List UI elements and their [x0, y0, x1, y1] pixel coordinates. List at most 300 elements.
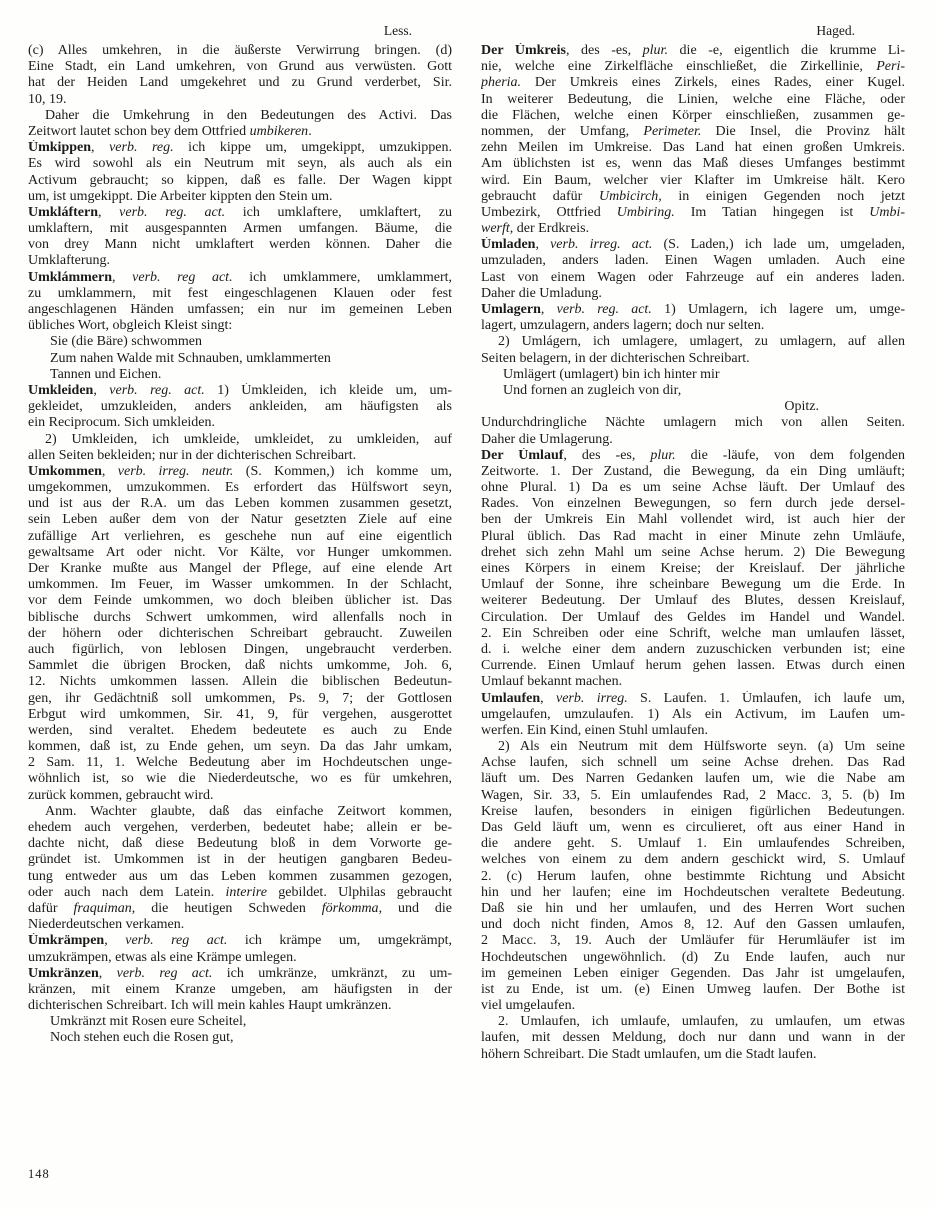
- text-line: [481, 593, 905, 609]
- text-segment: verb. reg. act.: [119, 204, 226, 220]
- text-segment: Circulation. Der Umlauf des Geldes im Handel und Wandel.: [481, 609, 905, 625]
- text-segment: ich umkränze, umkränzt, zu um-: [212, 965, 452, 981]
- text-line: [28, 950, 452, 966]
- text-line: [481, 351, 905, 367]
- text-line: [28, 674, 452, 690]
- text-segment: Perimeter.: [643, 123, 702, 139]
- text-line: [28, 691, 452, 707]
- text-line: [28, 885, 452, 901]
- text-segment: die Flächen, welche einen Körper einschließen, zusammen ge-: [481, 107, 905, 123]
- text-segment: verb. reg.: [109, 140, 174, 156]
- text-segment: Es wird sowohl als ein Neutrum mit seyn, als auch als ein: [28, 156, 452, 172]
- text-line: [28, 933, 452, 949]
- text-segment: übliches Wort, obgleich Kleist singt:: [28, 318, 233, 334]
- text-line: [28, 237, 452, 253]
- text-segment: Noch stehen euch die Rosen gut,: [50, 1030, 234, 1046]
- text-segment: die -e, eigentlich die krumme Li-: [667, 43, 905, 58]
- text-segment: allen Seiten bekleiden; nur in der dichterischen Schreibart.: [28, 447, 357, 463]
- text-line: [481, 108, 905, 124]
- text-segment: ,: [535, 237, 551, 253]
- headword: Umlaufen: [481, 690, 541, 706]
- text-segment: läuft um. Des Narren Gedanken laufen um, wie die Nabe am: [481, 771, 905, 787]
- text-segment: angeschlagenen Händen umfassen; ein nur im gemeinen Leben: [28, 302, 452, 317]
- text-line: [481, 755, 905, 771]
- text-line: [28, 917, 452, 933]
- text-segment: ohne Plural. 1) Da es um seine Achse läuft. Der Umlauf des: [481, 480, 905, 496]
- text-segment: Das Geld läuft um, wenn es circulieret, oft aus einer Hand in: [481, 820, 905, 835]
- text-line: [28, 610, 452, 626]
- text-line: [481, 205, 905, 221]
- text-segment: wöhnlich ist, so wie die Niederdeutsche, wo es für umkehren,: [28, 771, 452, 787]
- text-line: [28, 658, 452, 674]
- text-line: [28, 383, 452, 399]
- text-line: [28, 140, 452, 156]
- text-segment: viel umgelaufen.: [481, 998, 576, 1014]
- text-segment: 2 Sam. 11, 1. Welche Bedeutung aber im Hochdeutschen unge-: [28, 755, 452, 771]
- text-line: [481, 156, 905, 172]
- text-segment: Currende. Einen Umlauf herum gehen lassen. Etwas durch einen: [481, 658, 905, 674]
- text-line: [481, 674, 905, 690]
- text-segment: Umlauf der Sonne, ihre scheinbare Bewegung um die Erde. In: [481, 577, 905, 593]
- right-column: [481, 43, 905, 1063]
- text-segment: Umbicirch,: [598, 188, 662, 204]
- text-segment: Der Umkreis eines Zirkels, eines Rades, einer Kugel.: [521, 75, 905, 91]
- text-line: [481, 917, 905, 933]
- text-segment: hin und her laufen; eine im Hochdeutschen veraltete Bedeutung.: [481, 884, 905, 900]
- text-segment: Umklafterung.: [28, 253, 111, 269]
- text-line: [28, 415, 452, 431]
- headword: Umkláftern: [28, 204, 98, 220]
- text-segment: (c) Alles umkehren, in die äußerste Verwirrung bringen. (d): [28, 43, 452, 58]
- text-segment: .: [308, 123, 312, 139]
- running-header-right: Haged.: [816, 23, 855, 38]
- text-line: [28, 626, 452, 642]
- text-segment: werden, sind veraltet. Ehedem bedeutete es auch zu Ende: [28, 722, 452, 738]
- text-line: [481, 642, 905, 658]
- text-line: [28, 852, 452, 868]
- text-segment: dachte nicht, daß diese Bedeutung bloß in dem Vorworte ge-: [28, 836, 452, 852]
- text-segment: Und fornen an zugleich von dir,: [503, 382, 682, 398]
- text-segment: , die heutigen Schweden: [131, 900, 322, 916]
- text-line: [481, 577, 905, 593]
- text-segment: zurück kommen, gebraucht wird.: [28, 787, 214, 803]
- text-segment: tung entweder aus um das Leben kommen zusammen gezogen,: [28, 868, 452, 884]
- text-line: [28, 966, 452, 982]
- headword: Umkleiden: [28, 382, 94, 398]
- text-segment: Peri-: [876, 59, 905, 75]
- text-line: [28, 92, 452, 108]
- text-segment: umgelaufen, umzulaufen. 1) Als ein Activum, im Laufen um-: [481, 706, 905, 722]
- text-segment: umzuladen, anders laden. Einen Wagen umladen. Auch eine: [481, 253, 905, 269]
- text-line: [481, 318, 905, 334]
- text-line: [28, 561, 452, 577]
- text-segment: Umbiring.: [616, 204, 675, 220]
- text-segment: Activum gebraucht; so kippen, daß es falle. Der Wagen kippt: [28, 172, 452, 188]
- text-segment: verb. irreg. neutr.: [117, 463, 234, 479]
- text-segment: oder auch nach dem Latein.: [28, 884, 226, 900]
- text-segment: umzukrämpen, etwas als eine Krämpe umlegen.: [28, 949, 297, 965]
- text-segment: Daher die Umkehrung in den Bedeutungen des Activi. Das: [45, 107, 452, 123]
- text-line: [28, 707, 452, 723]
- text-line: [28, 367, 452, 383]
- text-segment: Niederdeutschen verkamen.: [28, 917, 185, 933]
- text-line: [28, 75, 452, 91]
- text-segment: Umlägert (umlagert) bin ich hinter mir: [503, 366, 720, 382]
- headword: Umklámmern: [28, 269, 112, 285]
- text-segment: verb. reg. act.: [556, 302, 652, 317]
- text-line: [481, 383, 905, 399]
- headword: Umlagern: [481, 302, 541, 317]
- page-number: 148: [28, 1167, 50, 1181]
- text-segment: Daher die Umladung.: [481, 285, 602, 301]
- text-segment: verb. reg act.: [132, 269, 233, 285]
- text-segment: die andere geht. S. Umlauf 1. Ein umlaufendes Schreiben,: [481, 836, 905, 852]
- text-segment: weiterer Bedeutung. Der Umlauf des Blutes, dessen Kreislauf,: [481, 593, 905, 609]
- text-segment: gewaltsame Art oder nicht. Vor Kälte, vor Hunger umkommen.: [28, 544, 452, 560]
- text-segment: nie, welche eine Zirkelfläche einschließet, die Zirkellinie,: [481, 59, 877, 75]
- text-line: [28, 642, 452, 658]
- text-line: [481, 545, 905, 561]
- text-segment: in einigen Gegenden noch jetzt: [661, 188, 905, 204]
- text-line: [481, 75, 905, 91]
- text-segment: zufällige Art verliehren, es geschehe nun auf eine eigentlich: [28, 528, 452, 544]
- text-line: [28, 771, 452, 787]
- text-segment: um, ist umgekippt. Die Arbeiter kippten den Stein um.: [28, 188, 333, 204]
- text-segment: biblische durchs Schwert umkommen, wird allenfalls noch in: [28, 609, 452, 625]
- text-line: [481, 399, 905, 415]
- text-line: [481, 302, 905, 318]
- text-line: [481, 448, 905, 464]
- text-line: [481, 950, 905, 966]
- text-segment: Erbgut wird umkommen, Sir. 41, 9, für vergehen, ausgerottet: [28, 706, 452, 722]
- text-line: [481, 966, 905, 982]
- text-line: [481, 1030, 905, 1046]
- text-segment: plur.: [642, 43, 668, 58]
- text-line: [28, 286, 452, 302]
- text-segment: verb. reg act.: [125, 933, 228, 949]
- text-line: [481, 820, 905, 836]
- text-line: [28, 173, 452, 189]
- text-line: [481, 723, 905, 739]
- text-line: [28, 59, 452, 75]
- text-segment: dichterischen Schreibart. Ich will mein kahles Haupt umkränzen.: [28, 998, 392, 1014]
- text-segment: ,: [98, 965, 117, 981]
- text-segment: umklaftern, mit ausgespannten Armen umfangen. Bäume, die: [28, 221, 452, 237]
- text-segment: nommen, der Umfang,: [481, 123, 644, 139]
- text-segment: Undurchdringliche Nächte umlagern mich von allen Seiten.: [481, 415, 905, 431]
- text-segment: höhern Schreibart. Die Stadt umlaufen, um die Stadt laufen.: [481, 1046, 817, 1062]
- text-line: [481, 464, 905, 480]
- text-line: [28, 351, 452, 367]
- text-segment: verb. irreg.: [555, 690, 628, 706]
- text-line: [481, 237, 905, 253]
- text-segment: 1) Umlagern, ich lagere um, umge-: [651, 302, 905, 317]
- text-line: [481, 885, 905, 901]
- text-segment: ,: [91, 140, 110, 156]
- text-line: [28, 901, 452, 917]
- text-line: [28, 318, 452, 334]
- text-segment: 2) Umkleiden, ich umkleide, umkleidet, zu umkleiden, auf: [45, 431, 452, 447]
- text-segment: Sie (die Bäre) schwommen: [50, 334, 203, 350]
- text-segment: ,: [540, 690, 556, 706]
- text-line: [481, 173, 905, 189]
- text-segment: Die Insel, die Provinz hält: [701, 123, 905, 139]
- text-segment: Im Tatian hingegen ist: [674, 204, 870, 220]
- text-segment: Last von einem Wagen oder Fahrzeuge auf ein anderes laden.: [481, 269, 905, 285]
- text-segment: Opitz.: [784, 399, 819, 415]
- text-line: [481, 869, 905, 885]
- text-line: [481, 253, 905, 269]
- text-line: [28, 529, 452, 545]
- text-segment: ich umklaftere, umklaftert, zu: [225, 204, 452, 220]
- text-line: [481, 982, 905, 998]
- text-line: [28, 1014, 452, 1030]
- text-line: [28, 869, 452, 885]
- text-segment: Wagen, Sir. 33, 5. Ein umlaufendes Rad, 2 Macc. 3, 5. (b) Im: [481, 787, 905, 803]
- text-line: [481, 59, 905, 75]
- headword: Úmkrämpen: [28, 933, 105, 949]
- text-segment: ,: [540, 302, 557, 317]
- text-segment: kränzen, mit einem Kranze umgeben, am häufigsten in der: [28, 981, 452, 997]
- text-line: [481, 998, 905, 1014]
- text-line: [28, 189, 452, 205]
- text-segment: ,: [104, 933, 126, 949]
- text-line: [481, 610, 905, 626]
- text-segment: von drey Mann nicht umklaftert werden können. Daher die: [28, 237, 452, 253]
- headword: Umkränzen: [28, 965, 99, 981]
- text-line: [28, 432, 452, 448]
- text-segment: umgekommen, umzukommen. Es erfordert das Hülfswort seyn,: [28, 480, 452, 496]
- text-line: [481, 270, 905, 286]
- text-line: [28, 156, 452, 172]
- text-line: [28, 998, 452, 1014]
- text-segment: 2. Umlaufen, ich umlaufe, umlaufen, zu umlaufen, um etwas: [498, 1014, 905, 1030]
- text-line: [28, 723, 452, 739]
- text-line: [481, 512, 905, 528]
- text-segment: zehn Meilen im Umkreise. Das Land hat einen großen Umkreis.: [481, 140, 905, 156]
- text-segment: die -läufe, von dem folgenden: [675, 447, 905, 463]
- text-line: [28, 593, 452, 609]
- text-segment: ,: [112, 269, 133, 285]
- text-segment: (S. Laden,) ich lade um, umgeladen,: [652, 237, 905, 253]
- text-segment: drehet sich zehn Mahl um seine Achse herum. 2) Die Bewegung: [481, 544, 905, 560]
- text-segment: verb. reg. act.: [109, 382, 205, 398]
- text-segment: d. i. welche einer dem andern zuzuschicken verbunden ist; eine: [481, 641, 905, 657]
- text-segment: 2) Umlágern, ich umlagere, umlagert, zu umlagern, auf allen: [498, 334, 905, 350]
- text-segment: fraquiman: [73, 900, 132, 916]
- text-segment: der Erdkreis.: [513, 221, 590, 237]
- text-line: [481, 707, 905, 723]
- text-segment: und doch nicht finden, Amos 8, 12. Auf den Gassen umlaufen,: [481, 917, 905, 933]
- text-segment: 2 Macc. 3, 19. Auch der Umläufer für Herumläufer ist im: [481, 933, 905, 949]
- text-segment: Umkränzt mit Rosen eure Scheitel,: [50, 1014, 247, 1030]
- text-segment: , des -es,: [565, 43, 643, 58]
- text-line: [481, 771, 905, 787]
- running-header-left: Less.: [383, 23, 412, 38]
- text-segment: werft,: [481, 221, 514, 237]
- text-segment: gebraucht dafür: [481, 188, 599, 204]
- text-line: [481, 626, 905, 642]
- text-segment: umbikeren: [249, 123, 309, 139]
- text-segment: ich kippe um, umgekippt, umzukippen.: [173, 140, 452, 156]
- text-line: [481, 334, 905, 350]
- text-line: [28, 205, 452, 221]
- text-segment: sein Leben außer dem von der Natur gesetzten Ziele auf eine: [28, 512, 452, 528]
- headword: Der Úmkreis: [481, 43, 566, 58]
- text-line: [481, 43, 905, 59]
- text-segment: eines Körpers in einem Kreise; der Kreislauf. Der jährliche: [481, 561, 905, 576]
- text-line: [481, 1014, 905, 1030]
- text-line: [481, 92, 905, 108]
- headword: Úmladen: [481, 237, 536, 253]
- headword: Úmkippen: [28, 140, 92, 156]
- text-segment: ich krämpe um, umgekrämpt,: [227, 933, 452, 949]
- text-segment: zu umklammern, mit fest eingeschlagenen Klauen oder fest: [28, 285, 452, 301]
- text-segment: Sammlet die übrigen Brocken, daß nichts umkomme, Joh. 6,: [28, 658, 452, 674]
- text-segment: S. Laufen. 1. Úmlaufen, ich laufe um,: [627, 690, 905, 706]
- text-segment: verb. irreg. act.: [550, 237, 653, 253]
- text-segment: ich umklammere, umklammert,: [232, 269, 452, 285]
- text-line: [28, 464, 452, 480]
- text-segment: Daß sie hin und her umlaufen, und des Herren Wort suchen: [481, 900, 905, 916]
- text-segment: verb. reg act.: [116, 965, 213, 981]
- text-line: [28, 221, 452, 237]
- text-segment: ,: [101, 463, 118, 479]
- text-line: [28, 399, 452, 415]
- text-segment: welches von einem zu dem andern geschickt wird, S. Umlauf: [481, 852, 905, 868]
- text-line: [481, 933, 905, 949]
- text-segment: förkomma: [321, 900, 379, 916]
- text-segment: Eine Stadt, ein Land umkehren, von Grund aus verwüsten. Gott: [28, 59, 452, 75]
- text-segment: interire: [225, 884, 267, 900]
- text-line: [481, 367, 905, 383]
- text-line: [28, 108, 452, 124]
- text-segment: Umbezirk, Ottfried: [481, 204, 617, 220]
- text-segment: ben der Umkreis Ein Mahl vollendet wird, ist auch hier der: [481, 512, 905, 528]
- text-segment: ehedem auch vergehen, verderben, bedeutet habe; allein er be-: [28, 820, 452, 835]
- text-segment: Anm. Wachter glaubte, daß das einfache Zeitwort kommen,: [45, 803, 452, 819]
- text-line: [481, 189, 905, 205]
- text-line: [481, 140, 905, 156]
- text-line: [28, 302, 452, 318]
- text-segment: Seiten belagern, in der dichterischen Schreibart.: [481, 350, 750, 366]
- text-segment: ein Reciprocum. Sich umkleiden.: [28, 415, 216, 431]
- text-segment: gebildet. Ulphilas gebraucht: [266, 884, 452, 900]
- text-segment: gründet ist. Umkommen ist in der heutigen gangbaren Bedeu-: [28, 852, 452, 868]
- text-segment: 12. Nichts umkommen lassen. Allein die biblischen Bedeutun-: [28, 674, 452, 690]
- text-line: [28, 545, 452, 561]
- text-line: [28, 334, 452, 350]
- text-segment: Umbi-: [869, 204, 905, 220]
- text-line: [28, 804, 452, 820]
- text-segment: ,: [93, 382, 110, 398]
- text-line: [28, 448, 452, 464]
- text-line: [481, 221, 905, 237]
- text-segment: Umlauf bekannt machen.: [481, 674, 623, 690]
- text-line: [481, 124, 905, 140]
- text-segment: Hochdeutschen ungewöhnlich. (d) Zu Ende laufen, auch nur: [481, 949, 905, 965]
- text-line: [28, 496, 452, 512]
- text-segment: ,: [98, 204, 120, 220]
- text-line: [481, 804, 905, 820]
- text-line: [481, 496, 905, 512]
- text-line: [28, 982, 452, 998]
- headword: Umkommen: [28, 463, 102, 479]
- text-segment: ist zu Ende, ist um. (e) Einen Umweg laufen. Der Bothe ist: [481, 981, 905, 997]
- text-line: [481, 739, 905, 755]
- text-segment: gekleidet, umzukleiden, anders ankleiden, am häufigsten als: [28, 399, 452, 415]
- text-line: [28, 755, 452, 771]
- headword: Der Úmlauf: [481, 447, 564, 463]
- text-segment: Rades. Von einzelnen Bewegungen, so fern durch jede dersel-: [481, 496, 905, 512]
- text-segment: auch figürlich, von leblosen Dingen, ungebraucht verderben.: [28, 641, 452, 657]
- text-line: [481, 415, 905, 431]
- text-segment: und ist aus der R.A. um das Leben kommen zusammen gesetzt,: [28, 496, 452, 512]
- text-segment: Daher die Umlagerung.: [481, 431, 613, 447]
- text-segment: 1) Úmkleiden, ich kleide um, um-: [204, 382, 452, 398]
- text-segment: 2. Ein Schreiben oder eine Schrift, welche man umlaufen lässet,: [481, 625, 905, 641]
- text-line: [28, 270, 452, 286]
- text-segment: 2) Als ein Neutrum mit dem Hülfsworte seyn. (a) Um seine: [498, 739, 905, 755]
- text-segment: gen, ihr Gedächtniß soll umkommen, Ps. 9, 7; der Gottlosen: [28, 690, 452, 706]
- text-line: [28, 124, 452, 140]
- text-line: [28, 788, 452, 804]
- text-line: [28, 512, 452, 528]
- text-segment: Am üblichsten ist es, wenn das Maß dieses Umfanges bestimmt: [481, 156, 905, 172]
- text-segment: 10, 19.: [28, 91, 67, 107]
- text-line: [481, 691, 905, 707]
- text-segment: 2. (c) Herum laufen, ohne bestimmte Richtung und Absicht: [481, 868, 905, 884]
- text-line: [28, 1030, 452, 1046]
- left-column: [28, 43, 452, 1047]
- text-line: [481, 901, 905, 917]
- text-line: [481, 852, 905, 868]
- text-line: [481, 432, 905, 448]
- text-line: [481, 286, 905, 302]
- text-segment: Achse laufen, sich schnell um seine Achse drehen. Das Rad: [481, 755, 905, 771]
- text-segment: laufen, mit dessen Meldung, doch nur dann und wann in der: [481, 1030, 905, 1046]
- text-segment: werfen. Ein Kind, einen Stuhl umlaufen.: [481, 722, 709, 738]
- text-segment: Zeitwort lautet schon bey dem Ottfried: [28, 123, 250, 139]
- text-line: [481, 788, 905, 804]
- text-segment: umkommen. Im Feuer, im Wasser umkommen. In der Schlacht,: [28, 577, 452, 593]
- text-segment: lagert, umzulagern, anders lagern; doch nur selten.: [481, 318, 765, 334]
- text-segment: im gemeinen Leben einiger Gegenden. Das Jahr ist umgelaufen,: [481, 965, 905, 981]
- text-segment: Zeitworte. 1. Der Zustand, die Bewegung, da ein Ding umläuft;: [481, 463, 905, 479]
- text-segment: pheria.: [481, 75, 522, 91]
- text-line: [28, 253, 452, 269]
- text-line: [28, 739, 452, 755]
- text-line: [28, 43, 452, 59]
- text-segment: In weiterer Bedeutung, die Linien, welche eine Fläche, oder: [481, 91, 905, 107]
- text-line: [28, 820, 452, 836]
- text-line: [28, 836, 452, 852]
- text-segment: hat der Heiden Land umgekehret und zu Grund verderbet, Sir.: [28, 75, 452, 91]
- text-segment: Der Kranke mußte aus Mangel der Pflege, auf eine elende Art: [28, 561, 452, 576]
- text-line: [481, 658, 905, 674]
- text-segment: Kreise laufen, besonders in einigen figürlichen Bedeutungen.: [481, 803, 905, 819]
- text-segment: , und die: [378, 900, 452, 916]
- text-line: [481, 1047, 905, 1063]
- text-segment: der höhern oder dichterischen Schreibart gebraucht. Zuweilen: [28, 625, 452, 641]
- text-segment: (S. Kommen,) ich komme um,: [233, 463, 452, 479]
- text-line: [481, 480, 905, 496]
- text-line: [481, 561, 905, 577]
- text-segment: vor dem Feinde umkommen, wo doch bleiben üblicher ist. Das: [28, 593, 452, 609]
- text-segment: Plural üblich. Das Rad macht in einer Minute zehn Umläufe,: [481, 528, 905, 544]
- text-segment: dafür: [28, 900, 74, 916]
- text-segment: Zum nahen Walde mit Schnauben, umklammerten: [50, 350, 331, 366]
